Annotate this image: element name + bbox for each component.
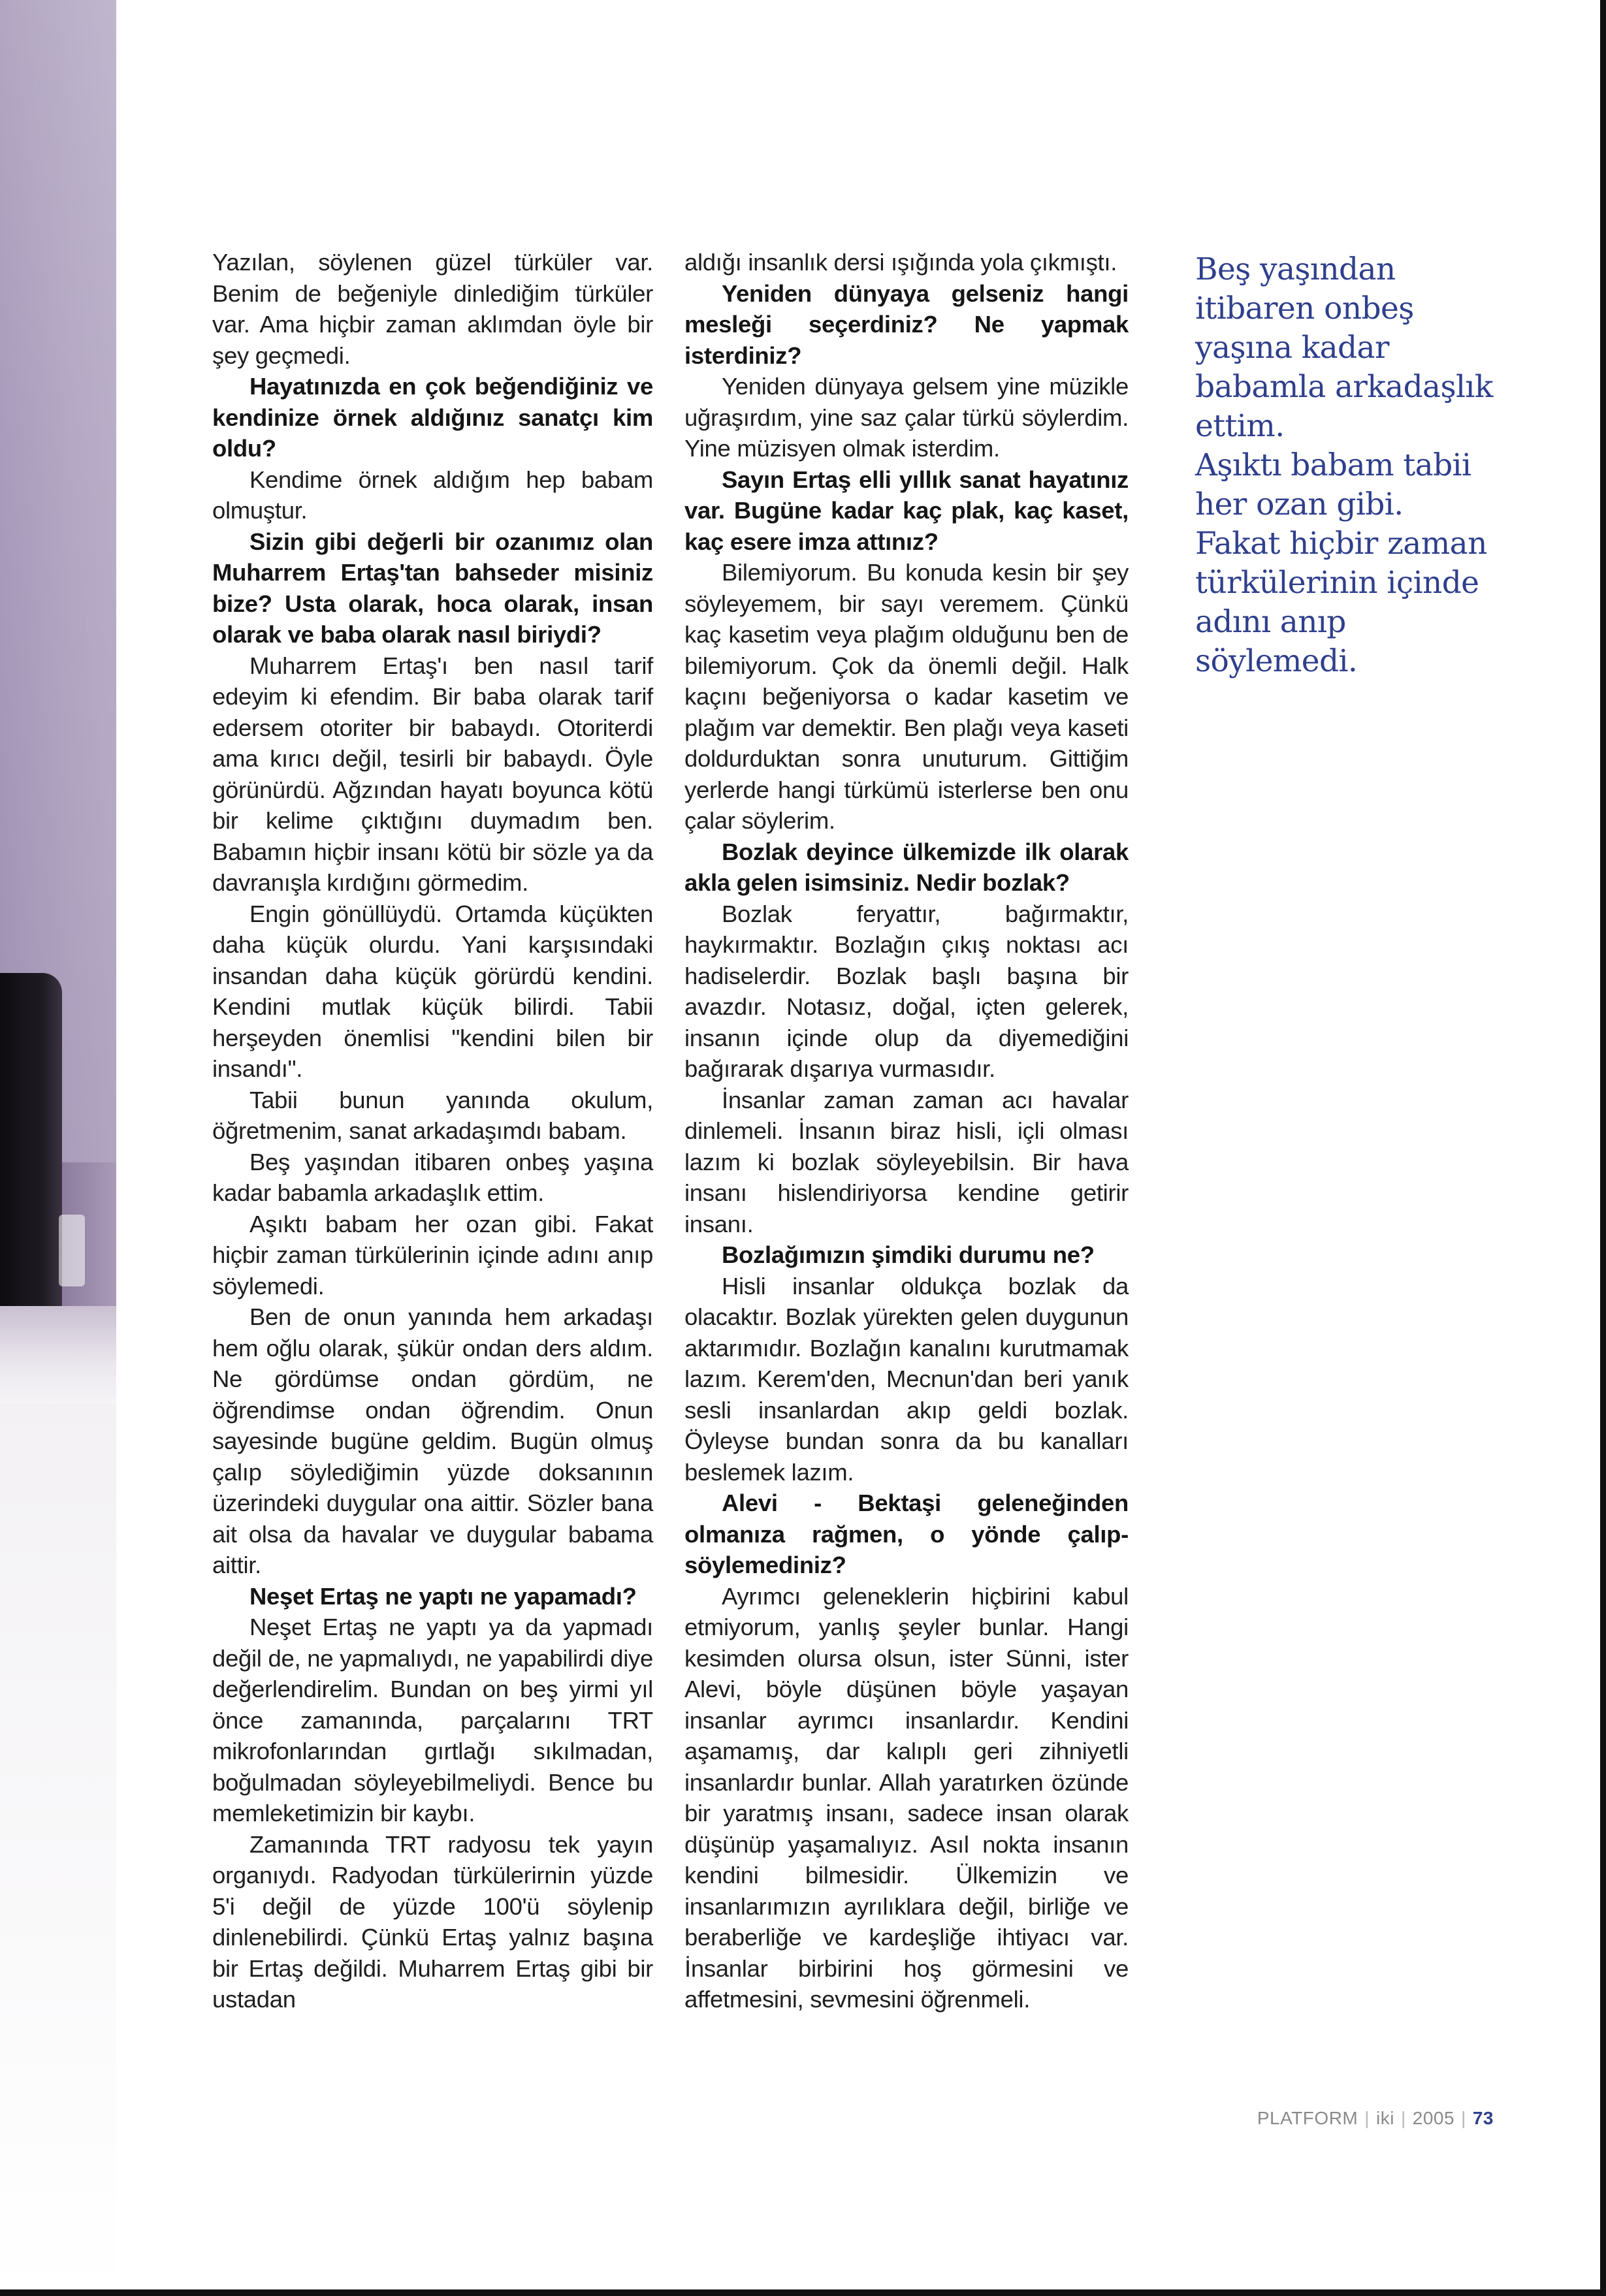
paragraph: Engin gönüllüydü. Ortamda küçükten daha küçük olurdu. Yani karşısındaki insandan daha küçük görürdü kendini. Kendini mutlak küçük bilirdi. Tabii herşeyden önemlisi "kendini bilen bir insandı". bbox=[212, 900, 653, 1082]
photo-floor-lower bbox=[0, 1404, 116, 2296]
issue-year: 2005 bbox=[1412, 2108, 1455, 2128]
paragraph: Beş yaşından itibaren onbeş yaşına kadar babamla arkadaşlık ettim. bbox=[212, 1148, 653, 1206]
article-column-2 bbox=[684, 247, 1129, 2015]
photo-strip bbox=[0, 0, 116, 2296]
paragraph: Bozlak feryattır, bağırmaktır, haykırmaktır. Bozlağın çıkış noktası acı hadiselerdir. Bozlak başlı başına bir avazdır. Notasız, doğal, içten gelerek, insanın içinde olup da diyemediğini bağırarak dışarıya vurmasıdır. bbox=[684, 900, 1129, 1082]
paragraph: Bilemiyorum. Bu konuda kesin bir şey söyleyemem, bir sayı veremem. Çünkü kaç kasetim veya plağım olduğunu ben de bilemiyorum. Çok da önemli değil. Halk kaçını beğeniyorsa o kadar kasetim ve plağım var demektir. Ben plağı veya kaseti doldurduktan sonra unuturum. Gittiğim yerlerde hangi türkümü isterlerse ben onu çalar söylerim. bbox=[684, 559, 1129, 834]
paragraph: Aşıktı babam her ozan gibi. Fakat hiçbir zaman türkülerinin içinde adını anıp söylemedi. bbox=[212, 1210, 653, 1299]
photo-highlight bbox=[59, 1215, 85, 1286]
scan-border-right bbox=[1600, 0, 1606, 2296]
paragraph: Tabii bunun yanında okulum, öğretmenim, sanat arkadaşımdı babam. bbox=[212, 1086, 653, 1144]
paragraph: İnsanlar zaman zaman acı havalar dinlemeli. İnsanın biraz hisli, içli olması lazım ki bozlak söyleyebilsin. Bir hava insanı hislendiriyorsa kendine getirir insanı. bbox=[684, 1086, 1129, 1237]
pull-quote-line: Beş yaşından itibaren onbeş yaşına kadar babamla arkadaşlık ettim. bbox=[1195, 251, 1493, 444]
paragraph: Zamanında TRT radyosu tek yayın organıydı. Radyodan türkülerirnin yüzde 5'i değil de yüzde 100'ü söylenip dinlenebilirdi. Çünkü Ertaş yalnız başına bir Ertaş değildi. Muharrem Ertaş gibi bir ustadan bbox=[212, 1830, 653, 2013]
footer-separator: | bbox=[1364, 2108, 1370, 2128]
photo-floor bbox=[0, 1306, 116, 1404]
footer-separator: | bbox=[1461, 2108, 1466, 2128]
paragraph: aldığı insanlık dersi ışığında yola çıkmıştı. bbox=[684, 249, 1117, 276]
question: Sayın Ertaş elli yıllık sanat hayatınız var. Bugüne kadar kaç plak, kaç kaset, kaç esere imza attınız? bbox=[684, 466, 1129, 555]
article-column-1 bbox=[212, 247, 653, 2015]
magazine-name: PLATFORM bbox=[1257, 2108, 1358, 2128]
question: Hayatınızda en çok beğendiğiniz ve kendinize örnek aldığınız sanatçı kim oldu? bbox=[212, 373, 653, 462]
question: Yeniden dünyaya gelseniz hangi mesleği seçerdiniz? Ne yapmak isterdiniz? bbox=[684, 279, 1129, 369]
paragraph: Yazılan, söylenen güzel türküler var. Benim de beğeniyle dinlediğim türküler var. Ama hiçbir zaman aklımdan öyle bir şey geçmedi. bbox=[212, 249, 653, 369]
pull-quote bbox=[1195, 250, 1496, 681]
issue-label: iki bbox=[1376, 2108, 1394, 2128]
paragraph: Ben de onun yanında hem arkadaşı hem oğlu olarak, şükür ondan ders aldım. Ne gördümse ondan gördüm, ne öğrendimse ondan öğrendim. Onun sayesinde bugüne geldim. Bugün olmuş çalıp söylediğimin yüzde doksanının üzerindeki duygular ona aittir. Sözler bana ait olsa da havalar ve duygular babama aittir. bbox=[212, 1303, 653, 1578]
question: Neşet Ertaş ne yaptı ne yapamadı? bbox=[249, 1582, 637, 1610]
page-footer bbox=[1257, 2108, 1494, 2129]
question: Bozlak deyince ülkemizde ilk olarak akla gelen isimsiniz. Nedir bozlak? bbox=[684, 838, 1129, 896]
paragraph: Yeniden dünyaya gelsem yine müzikle uğraşırdım, yine saz çalar türkü söylerdim. Yine müzisyen olmak isterdim. bbox=[684, 373, 1129, 462]
paragraph: Hisli insanlar oldukça bozlak da olacaktır. Bozlak yürekten gelen duygunun aktarımıdır. Bozlağın kanalını kurutmamak lazım. Kerem'den, Mecnun'dan beri yanık sesli insanlardan akıp geldi bozlak. Öyleyse bundan sonra da bu kanalları beslemek lazım. bbox=[684, 1272, 1129, 1486]
question: Bozlağımızın şimdiki durumu ne? bbox=[722, 1241, 1095, 1268]
question: Alevi - Bektaşi geleneğinden olmanıza rağmen, o yönde çalıp-söylemediniz? bbox=[684, 1490, 1129, 1578]
footer-separator: | bbox=[1400, 2108, 1406, 2128]
pull-quote-line: Aşıktı babam tabii her ozan gibi. Fakat hiçbir zaman türkülerinin içinde adını anıp söylemedi. bbox=[1195, 447, 1487, 679]
scan-border-bottom bbox=[0, 2289, 1606, 2296]
paragraph: Neşet Ertaş ne yaptı ya da yapmadı değil de, ne yapmalıydı, ne yapabilirdi diye değerlendirelim. Bundan on beş yirmi yıl önce zamanında, parçalarını TRT mikrofonlarından gırtlağı sıkılmadan, boğulmadan söyleyebilmeliydi. Bence bu memleketimizin bir kaybı. bbox=[212, 1614, 653, 1826]
paragraph: Ayrımcı geleneklerin hiçbirini kabul etmiyorum, yanlış şeyler bunlar. Hangi kesimden olursa olsun, ister Sünni, ister Alevi, böyle düşünen böyle yaşayan insanlar ayrımcı insanlardır. Kendini aşamamış, dar kalıplı geri zihniyetli insanlardır bunlar. Allah yaratırken özünde bir yaratmış insanı, sadece insan olarak düşünüp yaşamalıyız. Asıl nokta insanın kendini bilmesidir. Ülkemizin ve insanlarımızın ayrılıklara değil, birliğe ve beraberliğe ve kardeşliğe ihtiyacı var. İnsanlar birbirini hoş görmesini ve affetmesini, sevmesini öğrenmeli. bbox=[684, 1582, 1129, 2013]
paragraph: Muharrem Ertaş'ı ben nasıl tarif edeyim ki efendim. Bir baba olarak tarif edersem otoriter bir babaydı. Otoriterdi ama kırıcı değil, tesirli bir babaydı. Öyle görünürdü. Ağzından hayatı boyunca kötü bir kelime çıktığını duymadım ben. Babamın hiçbir insanı kötü bir sözle ya da davranışla kırdığını görmedim. bbox=[212, 652, 653, 896]
paragraph: Kendime örnek aldığım hep babam olmuştur. bbox=[212, 466, 653, 524]
question: Sizin gibi değerli bir ozanımız olan Muharrem Ertaş'tan bahseder misiniz bize? Usta olarak, hoca olarak, insan olarak ve baba olarak nasıl biriydi? bbox=[212, 528, 653, 648]
page-number: 73 bbox=[1472, 2108, 1494, 2128]
photo-dark-object bbox=[0, 973, 62, 1326]
